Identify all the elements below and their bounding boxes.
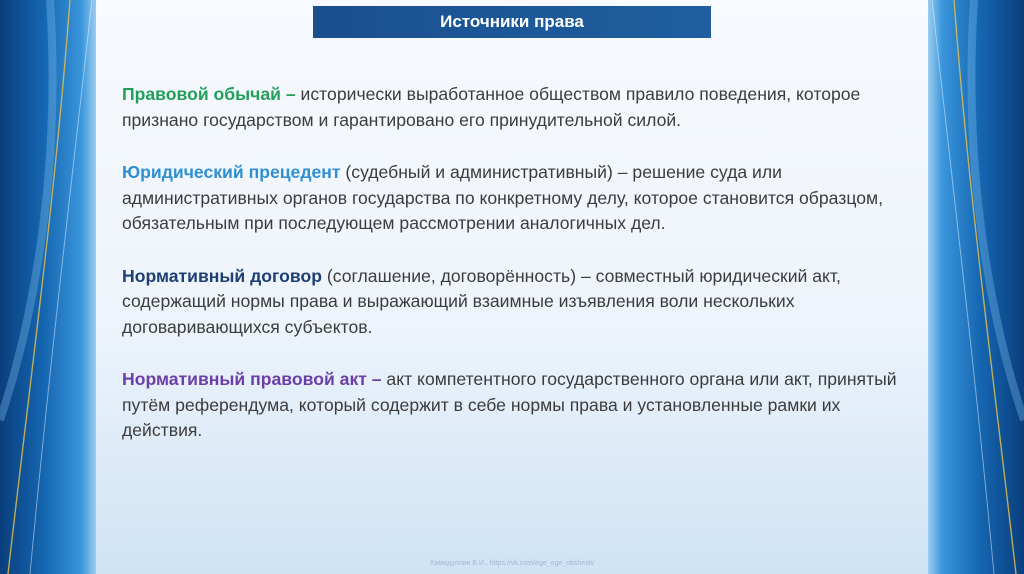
- left-curtain-decoration: [0, 0, 96, 574]
- slide-title: Источники права: [440, 12, 584, 31]
- term-custom: Правовой обычай –: [122, 84, 296, 104]
- paragraph-contract: [122, 264, 902, 341]
- definition-custom: исторически выработанное обществом правило поведения, которое признано государством и гарантировано его принудительной силой.: [122, 84, 861, 130]
- definition-contract: (соглашение, договорённость) – совместный юридический акт, содержащий нормы права и выражающий взаимные изъявления воли нескольких договаривающихся субъектов.: [122, 265, 841, 337]
- term-precedent: Юридический прецедент: [122, 162, 341, 182]
- paragraph-precedent: [122, 160, 902, 237]
- footer-credit: Хамидуллин Б.И., https://vk.com/ege_oge_obshestv: [429, 560, 595, 567]
- term-legal-act: Нормативный правовой акт –: [122, 369, 382, 389]
- paragraph-custom: [122, 82, 902, 133]
- term-contract: Нормативный договор: [122, 265, 322, 286]
- right-curtain-decoration: [928, 0, 1024, 574]
- paragraph-legal-act: [122, 367, 902, 444]
- content-area: [122, 82, 902, 471]
- definition-legal-act: акт компетентного государственного органа или акт, принятый путём референдума, который содержит в себе нормы права и установленные рамки их действия.: [122, 369, 897, 440]
- title-bar: [313, 6, 711, 38]
- definition-precedent: (судебный и административный) – решение суда или административных органов государства по конкретному делу, которое становится образцом, обязательным при последующем рассмотрении аналогичных дел.: [122, 162, 883, 233]
